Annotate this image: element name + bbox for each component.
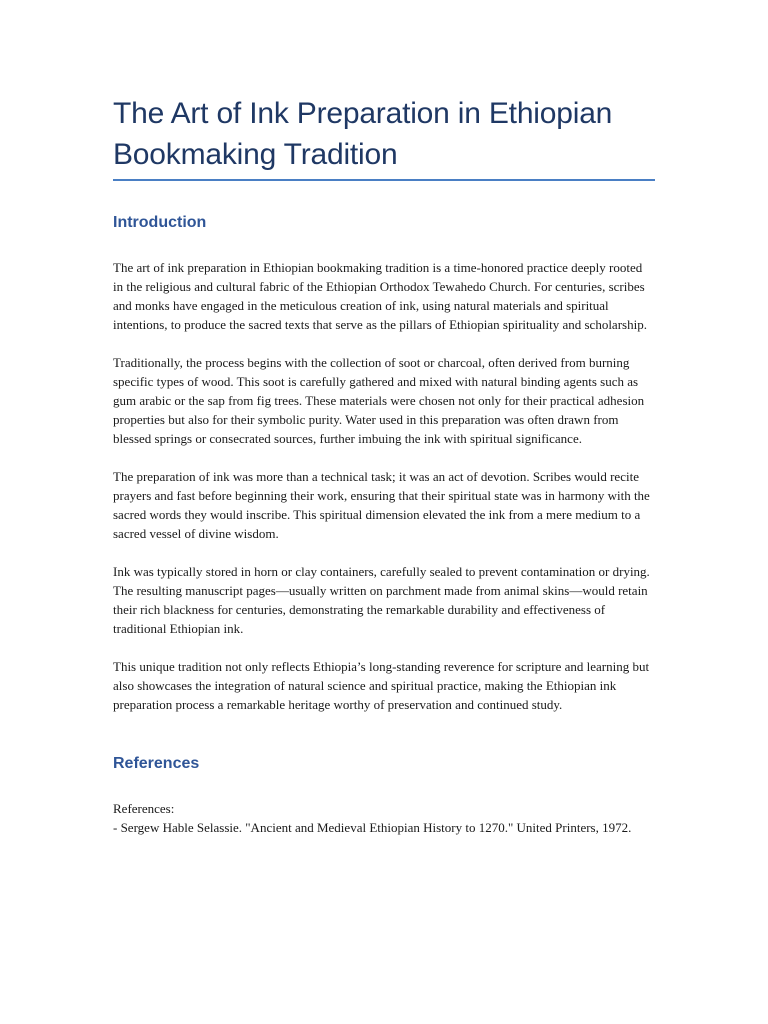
document-title xyxy=(113,0,655,175)
document-page xyxy=(113,0,655,837)
title-line-2: Bookmaking Tradition xyxy=(113,138,398,171)
paragraph-4: Ink was typically stored in horn or clay containers, carefully sealed to prevent contamination or drying. The resulting manuscript pages—usually written on parchment made from animal skins—would retain their rich blackness for centuries, demonstrating the remarkable durability and effectiveness of traditional Ethiopian ink. xyxy=(113,564,650,636)
paragraph-1: The art of ink preparation in Ethiopian bookmaking tradition is a time-honored practice deeply rooted in the religious and cultural fabric of the Ethiopian Orthodox Tewahedo Church. For centuries, scribes and monks have engaged in the meticulous creation of ink, using natural materials and spiritual intentions, to produce the sacred texts that serve as the pillars of Ethiopian spirituality and scholarship. xyxy=(113,260,647,332)
title-line-1: The Art of Ink Preparation in Ethiopian xyxy=(113,97,613,130)
paragraph-2: Traditionally, the process begins with the collection of soot or charcoal, often derived from burning specific types of wood. This soot is carefully gathered and mixed with natural binding agents such as gum arabic or the sap from fig trees. These materials were chosen not only for their practical adhesion properties but also for their symbolic purity. Water used in this preparation was often drawn from blessed springs or consecrated sources, further imbuing the ink with spiritual significance. xyxy=(113,355,645,446)
references-list xyxy=(113,799,655,837)
paragraph-5: This unique tradition not only reflects Ethiopia’s long-standing reverence for scripture and learning but also showcases the integration of natural science and spiritual practice, making the Ethiopian ink preparation process a remarkable heritage worthy of preservation and continued study. xyxy=(113,659,650,712)
references-heading: References xyxy=(113,755,200,772)
title-divider xyxy=(113,179,655,181)
paragraph-3: The preparation of ink was more than a technical task; it was an act of devotion. Scribes would recite prayers and fast before beginning their work, ensuring that their spiritual state was in harmony with the sacred words they would inscribe. This spiritual dimension elevated the ink from a mere medium to a sacred vessel of divine wisdom. xyxy=(113,469,650,541)
introduction-body xyxy=(113,258,655,714)
reference-item: - Sergew Hable Selassie. "Ancient and Medieval Ethiopian History to 1270." United Printers, 1972. xyxy=(113,820,632,835)
introduction-heading: Introduction xyxy=(113,214,207,231)
references-label: References: xyxy=(113,801,175,816)
